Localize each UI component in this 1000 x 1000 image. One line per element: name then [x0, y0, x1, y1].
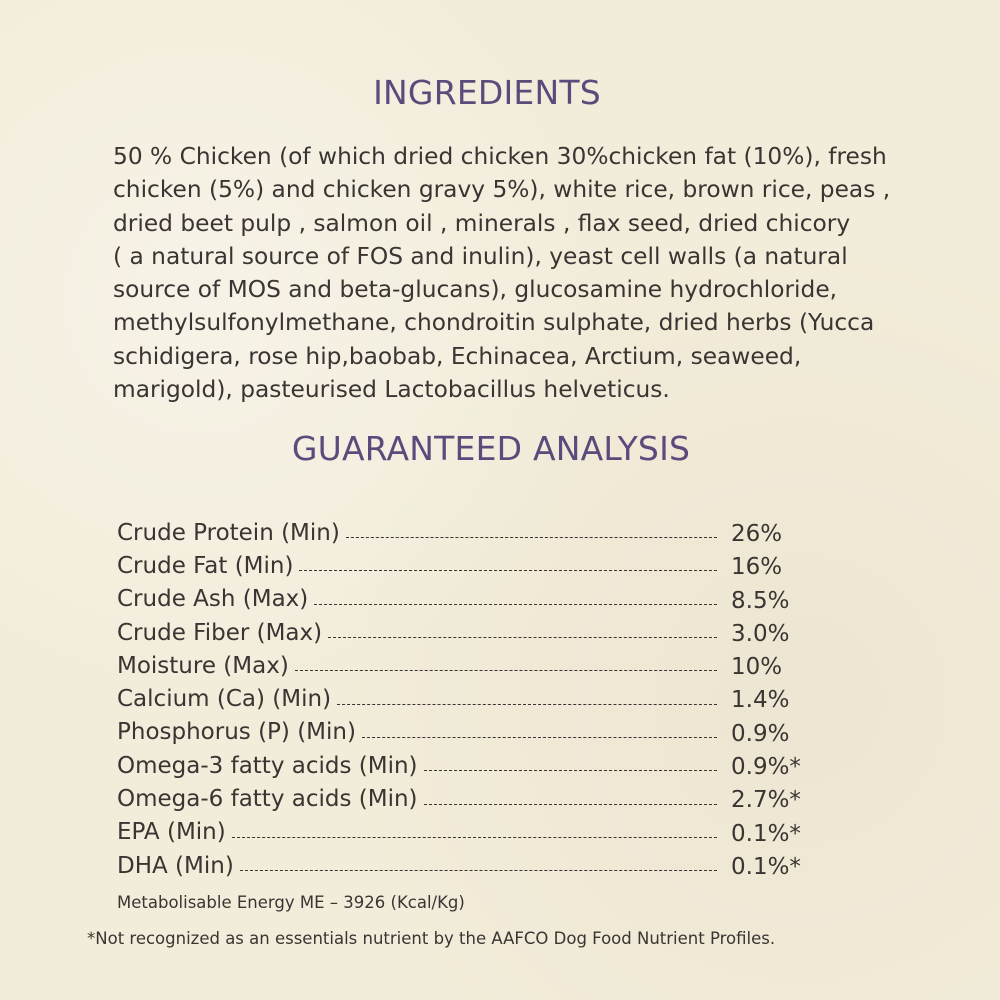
nutrient-value: 16%: [731, 554, 783, 581]
nutrient-label: Crude Fiber (Max): [117, 619, 323, 646]
ingredients-line: schidigera, rose hip,baobab, Echinacea, Arctium, seaweed,: [113, 342, 802, 370]
metabolisable-energy: Metabolisable Energy ME – 3926 (Kcal/Kg): [117, 893, 465, 912]
analysis-row: [117, 616, 817, 649]
nutrient-label: Phosphorus (P) (Min): [117, 719, 356, 746]
analysis-row: [117, 716, 817, 749]
aafco-footnote: *Not recognized as an essentials nutrient by the AAFCO Dog Food Nutrient Profiles.: [87, 929, 776, 948]
nutrient-value: 0.1%*: [731, 820, 801, 847]
ingredients-heading: INGREDIENTS: [373, 73, 601, 112]
analysis-row: [117, 516, 817, 549]
ingredients-line: source of MOS and beta-glucans), glucosamine hydrochloride,: [113, 276, 838, 304]
nutrient-value: 0.9%: [731, 720, 790, 747]
nutrient-label: Moisture (Max): [117, 652, 289, 679]
nutrient-value: 10%: [731, 654, 783, 681]
leader-dots: [240, 870, 717, 871]
analysis-row: [117, 782, 817, 815]
leader-dots: [232, 837, 717, 838]
ingredients-line: dried beet pulp , salmon oil , minerals , flax seed, dried chicory: [113, 209, 851, 237]
ingredients-line: methylsulfonylmethane, chondroitin sulphate, dried herbs (Yucca: [113, 309, 875, 337]
nutrient-label: Calcium (Ca) (Min): [117, 686, 332, 713]
nutrient-value: 0.1%*: [731, 853, 801, 880]
leader-dots: [337, 704, 717, 705]
leader-dots: [424, 804, 717, 805]
nutrient-label: Crude Ash (Max): [117, 586, 309, 613]
leader-dots: [424, 770, 717, 771]
nutrient-label: EPA (Min): [117, 819, 226, 846]
analysis-row: [117, 849, 817, 882]
nutrient-label: Omega-6 fatty acids (Min): [117, 786, 418, 813]
analysis-heading: GUARANTEED ANALYSIS: [291, 429, 691, 468]
nutrient-value: 1.4%: [731, 687, 790, 714]
analysis-row: [117, 583, 817, 616]
leader-dots: [362, 737, 717, 738]
nutrient-value: 8.5%: [731, 587, 790, 614]
ingredients-line: ( a natural source of FOS and inulin), yeast cell walls (a natural: [113, 242, 848, 270]
nutrient-label: Crude Fat (Min): [117, 552, 294, 579]
leader-dots: [314, 604, 717, 605]
ingredients-line: 50 % Chicken (of which dried chicken 30%chicken fat (10%), fresh: [113, 143, 887, 170]
ingredients-line: marigold), pasteurised Lactobacillus helveticus.: [113, 376, 670, 404]
analysis-row: [117, 749, 817, 782]
leader-dots: [295, 670, 717, 671]
leader-dots: [299, 570, 717, 571]
nutrient-label: DHA (Min): [117, 852, 234, 879]
nutrient-value: 0.9%*: [731, 754, 801, 781]
ingredients-text: [113, 140, 953, 406]
leader-dots: [346, 537, 717, 538]
ingredients-line: chicken (5%) and chicken gravy 5%), white rice, brown rice, peas ,: [113, 176, 891, 204]
leader-dots: [328, 637, 717, 638]
nutrient-label: Crude Protein (Min): [117, 519, 340, 546]
analysis-row: [117, 549, 817, 582]
nutrient-value: 26%: [731, 521, 783, 547]
nutrient-value: 2.7%*: [731, 787, 801, 814]
analysis-row: [117, 649, 817, 682]
analysis-table: [117, 516, 817, 882]
analysis-row: [117, 682, 817, 715]
analysis-row: [117, 816, 817, 849]
nutrient-label: Omega-3 fatty acids (Min): [117, 752, 418, 779]
nutrient-value: 3.0%: [731, 620, 790, 647]
